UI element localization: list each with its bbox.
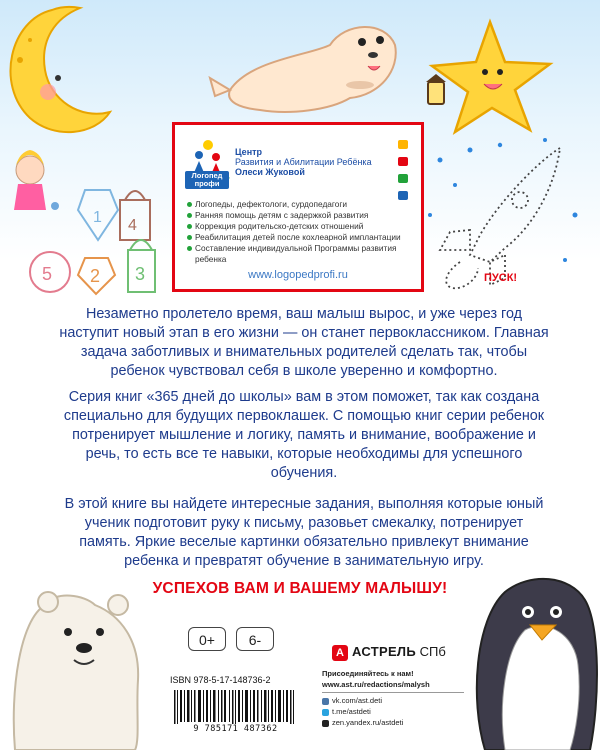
barcode-number: 9 785171 487362 (168, 724, 303, 734)
heart-icon (398, 140, 408, 149)
lantern-icon (426, 74, 446, 104)
site-link[interactable]: www.ast.ru/redactions/malysh (322, 679, 464, 693)
heart-icon (398, 174, 408, 183)
isbn-text: ISBN 978-5-17-148736-2 (170, 675, 271, 685)
rocket-label: ПУСК! (484, 272, 518, 284)
service-item: Логопеды, дефектологи, сурдопедагоги (187, 199, 419, 210)
hearts-column (398, 140, 408, 208)
social-row-vk[interactable] (322, 695, 464, 706)
center-info-box (172, 122, 424, 292)
zen-icon (322, 720, 329, 727)
center-title (235, 147, 372, 177)
star-icon (432, 22, 550, 132)
zen-link[interactable]: zen.yandex.ru/astdeti (332, 718, 404, 727)
bag-number: 3 (135, 264, 146, 284)
series-paragraph: Серия книг «365 дней до школы» вам в этом поможет, так как создана специально для будущих первоклашек. С помощью книг серии ребенок потренирует мышление и логику, память и внимание, воображение и речь, то есть все те навыки, которые необходимы для успешного обучения. (63, 389, 545, 481)
intro-paragraph: Незаметно пролетело время, ваш малыш вырос, и уже через год наступит новый этап в его жизни — он станет первоклассником. Главная задача заботливых и внимательных родителей сделать так, чтобы ребенок чувствовал себя в школе уверенно и комфортно. (59, 306, 549, 379)
bag-number: 5 (42, 264, 53, 284)
bag-number: 4 (128, 217, 137, 234)
heart-icon (398, 191, 408, 200)
social-row-telegram[interactable] (322, 706, 464, 717)
sparkles-icon (428, 138, 578, 262)
service-item: Ранняя помощь детям с задержкой развития (187, 210, 419, 221)
rocket-icon (440, 148, 560, 288)
services-list (187, 199, 419, 265)
center-title-line2: Развития и Абилитации Ребёнка (235, 157, 372, 167)
social-links (322, 668, 464, 728)
service-item: Реабилитация детей после кохлеарной имплантации (187, 232, 419, 243)
astrel-logo-icon: А (332, 645, 348, 661)
vk-icon (322, 698, 329, 705)
join-us-text: Присоединяйтесь к нам! (322, 669, 414, 678)
book-paragraph: В этой книге вы найдете интересные задания, выполняя которые юный ученик подготовит руку к письму, разовьет смекалку, потренирует память. Яркие веселые картинки обязательно привлекут внимание ребенка и превратят обучение в занимательную игру. (64, 496, 544, 569)
girl-icon (14, 150, 59, 210)
publisher-name: АСТРЕЛЬ (352, 644, 416, 659)
service-item: Коррекция родительско-детских отношений (187, 221, 419, 232)
vk-link[interactable]: vk.com/ast.deti (332, 696, 383, 705)
logo-text: Логопед профи (185, 171, 229, 189)
seal-icon (210, 27, 396, 112)
age-badge: 6- (236, 627, 274, 651)
service-item: Составление индивидуальной Программы развития ребенка (187, 243, 419, 265)
bag-number: 2 (90, 266, 101, 286)
social-row-zen[interactable] (322, 717, 464, 728)
age-rating-badge: 0+ (188, 627, 226, 651)
bag-number: 1 (93, 209, 102, 226)
center-title-line1: Центр (235, 147, 263, 157)
penguin-icon (477, 579, 597, 750)
moon-icon (10, 7, 110, 132)
center-title-line3: Олеси Жуковой (235, 167, 305, 177)
heart-icon (398, 157, 408, 166)
telegram-icon (322, 709, 329, 716)
telegram-link[interactable]: t.me/astdeti (332, 707, 371, 716)
polar-bear-icon (14, 592, 138, 750)
publisher-logo (332, 644, 446, 661)
center-website-link[interactable]: www.logopedprofi.ru (248, 269, 348, 281)
publisher-city: СПб (419, 644, 446, 659)
slogan: УСПЕХОВ ВАМ И ВАШЕМУ МАЛЫШУ! (152, 580, 448, 597)
